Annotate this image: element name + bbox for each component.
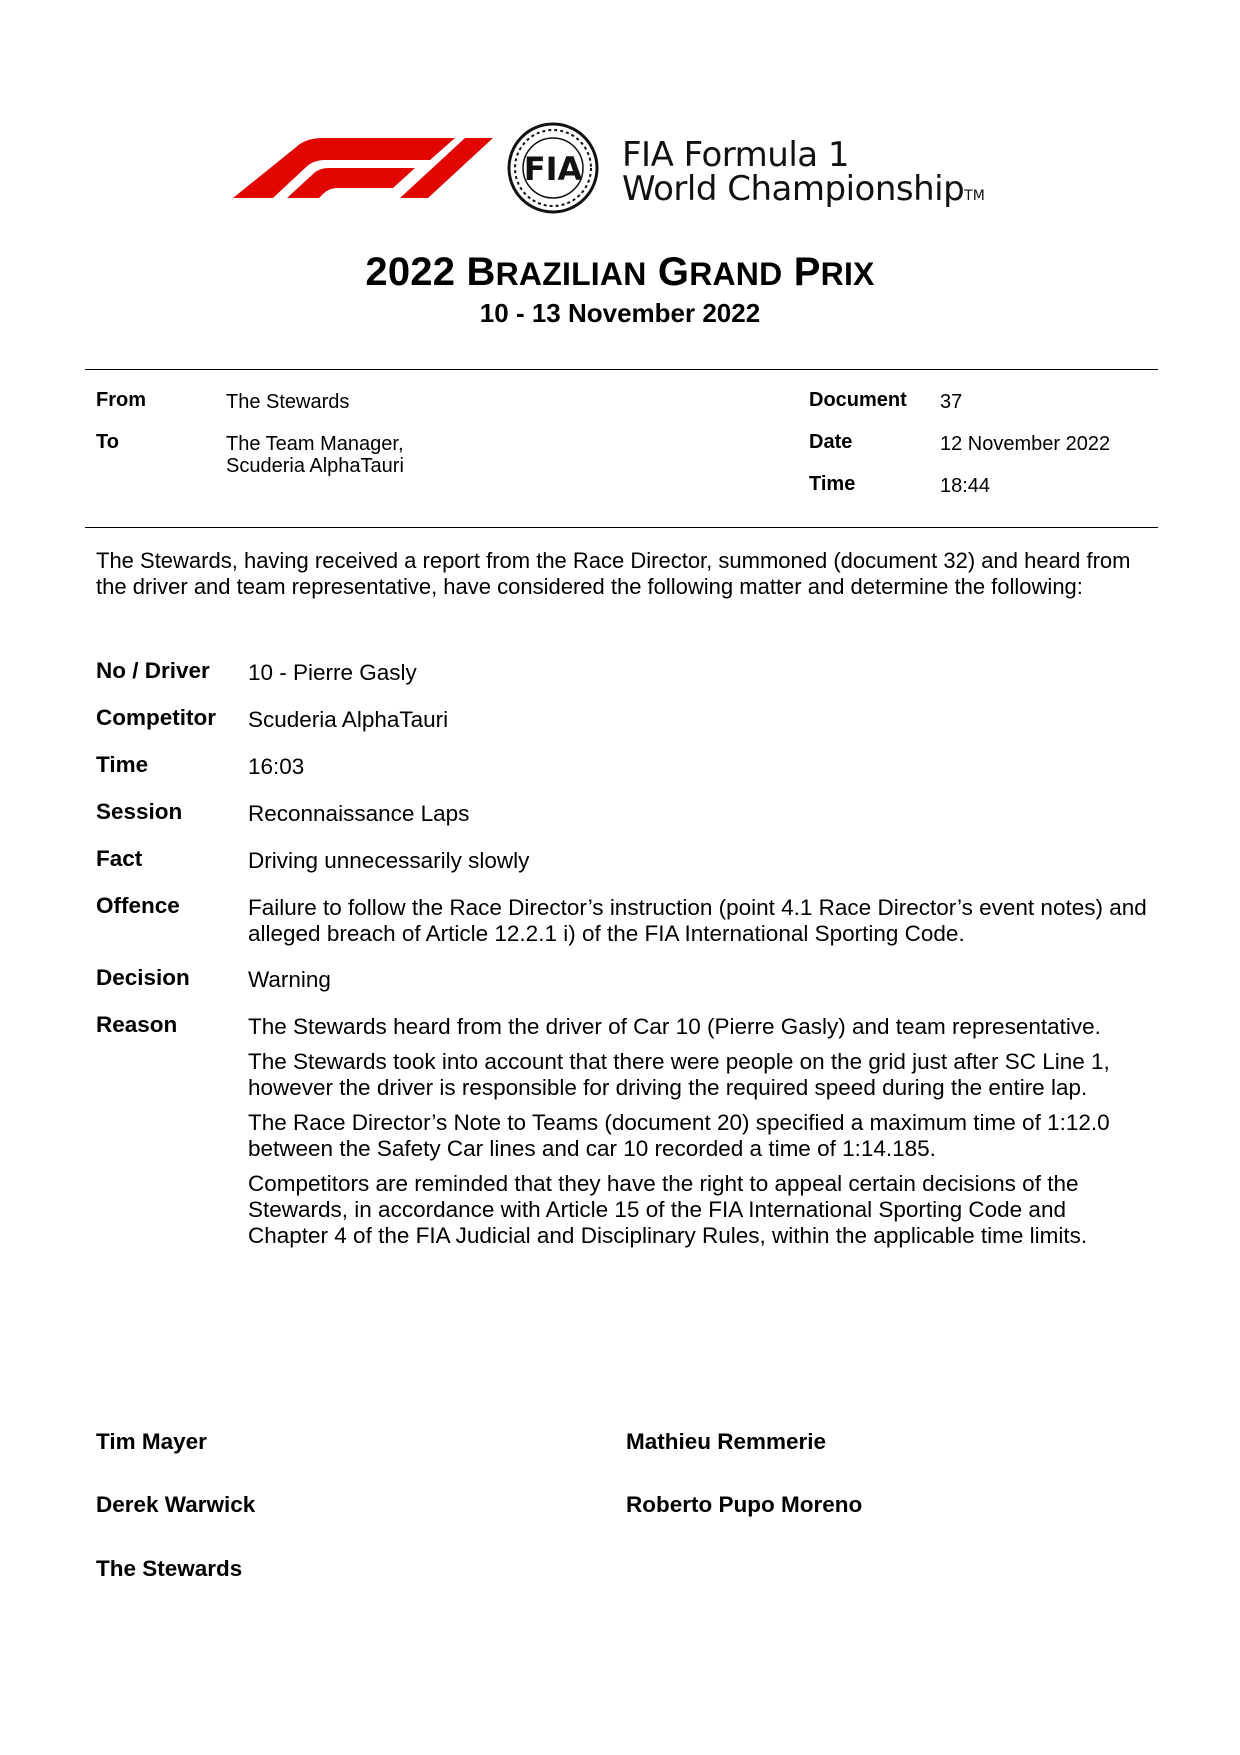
driver-value: 10 - Pierre Gasly xyxy=(248,660,417,685)
divider-bottom xyxy=(85,527,1158,528)
event-name-word-2: GRAND xyxy=(657,250,783,294)
stewards-footer: The Stewards xyxy=(96,1556,243,1581)
to-label: To xyxy=(96,431,119,453)
incident-time-label: Time xyxy=(96,752,149,777)
reason-paragraph: Competitors are reminded that they have the right to appeal certain decisions of the Stewards, in accordance with Article 15 of the FIA International Sporting Code and Chapter 4 of the FIA Judicial and Disciplinary Rules, within the applicable time limits. xyxy=(248,1171,1088,1248)
divider-top xyxy=(85,369,1158,370)
from-value: The Stewards xyxy=(226,391,350,413)
session-label: Session xyxy=(96,799,183,824)
incident-time-value: 16:03 xyxy=(248,754,305,779)
competitor-value: Scuderia AlphaTauri xyxy=(248,707,449,732)
document-value: 37 xyxy=(940,391,963,413)
fia-emblem-icon xyxy=(509,124,597,212)
offence-label: Offence xyxy=(96,893,180,918)
event-dates: 10 - 13 November 2022 xyxy=(479,298,761,328)
logo-line-2: World ChampionshipTM xyxy=(622,169,985,209)
fact-value: Driving unnecessarily slowly xyxy=(248,848,530,873)
session-value: Reconnaissance Laps xyxy=(248,801,470,826)
time-label: Time xyxy=(809,473,856,495)
competitor-label: Competitor xyxy=(96,705,216,730)
event-name-word-1: BRAZILIAN xyxy=(466,250,647,294)
fact-label: Fact xyxy=(96,846,143,871)
steward-signature: Tim Mayer xyxy=(96,1429,207,1454)
f1-fia-logo xyxy=(225,108,1015,228)
event-name-word-3: PRIX xyxy=(793,250,875,294)
from-label: From xyxy=(96,389,146,411)
document-label: Document xyxy=(809,389,907,411)
logo-wordmark xyxy=(622,135,985,213)
to-value: The Team Manager, Scuderia AlphaTauri xyxy=(226,433,404,477)
steward-signature: Roberto Pupo Moreno xyxy=(626,1492,863,1517)
time-value: 18:44 xyxy=(940,475,991,497)
reason-paragraph: The Race Director’s Note to Teams (document 20) specified a maximum time of 1:12.0 between the Safety Car lines and car 10 recorded a time of 1:14.185. xyxy=(248,1110,1110,1161)
offence-value: Failure to follow the Race Director’s instruction (point 4.1 Race Director’s event notes) and alleged breach of Article 12.2.1 i) of the FIA International Sporting Code. xyxy=(248,895,1147,946)
steward-signature: Derek Warwick xyxy=(96,1492,256,1517)
reason-label: Reason xyxy=(96,1012,178,1037)
decision-label: Decision xyxy=(96,965,190,990)
event-title xyxy=(0,250,1240,295)
date-label: Date xyxy=(809,431,853,453)
logo-line-1: FIA Formula 1 xyxy=(622,135,850,175)
date-value: 12 November 2022 xyxy=(940,433,1111,455)
steward-signature: Mathieu Remmerie xyxy=(626,1429,827,1454)
event-year: 2022 xyxy=(365,250,456,294)
reason-value xyxy=(248,1014,1148,1258)
f1-logo-icon xyxy=(225,108,620,228)
reason-paragraph: The Stewards took into account that there were people on the grid just after SC Line 1, however the driver is responsible for driving the required speed during the entire lap. xyxy=(248,1049,1110,1100)
decision-value: Warning xyxy=(248,967,331,992)
trademark-mark: TM xyxy=(964,188,985,204)
intro-paragraph: The Stewards, having received a report from the Race Director, summoned (document 32) and heard from the driver and team representative, have considered the following matter and determine the following: xyxy=(96,548,1131,599)
svg-text:FIA: FIA xyxy=(523,150,583,188)
driver-label: No / Driver xyxy=(96,658,210,683)
reason-paragraph: The Stewards heard from the driver of Car 10 (Pierre Gasly) and team representative. xyxy=(248,1014,1101,1039)
